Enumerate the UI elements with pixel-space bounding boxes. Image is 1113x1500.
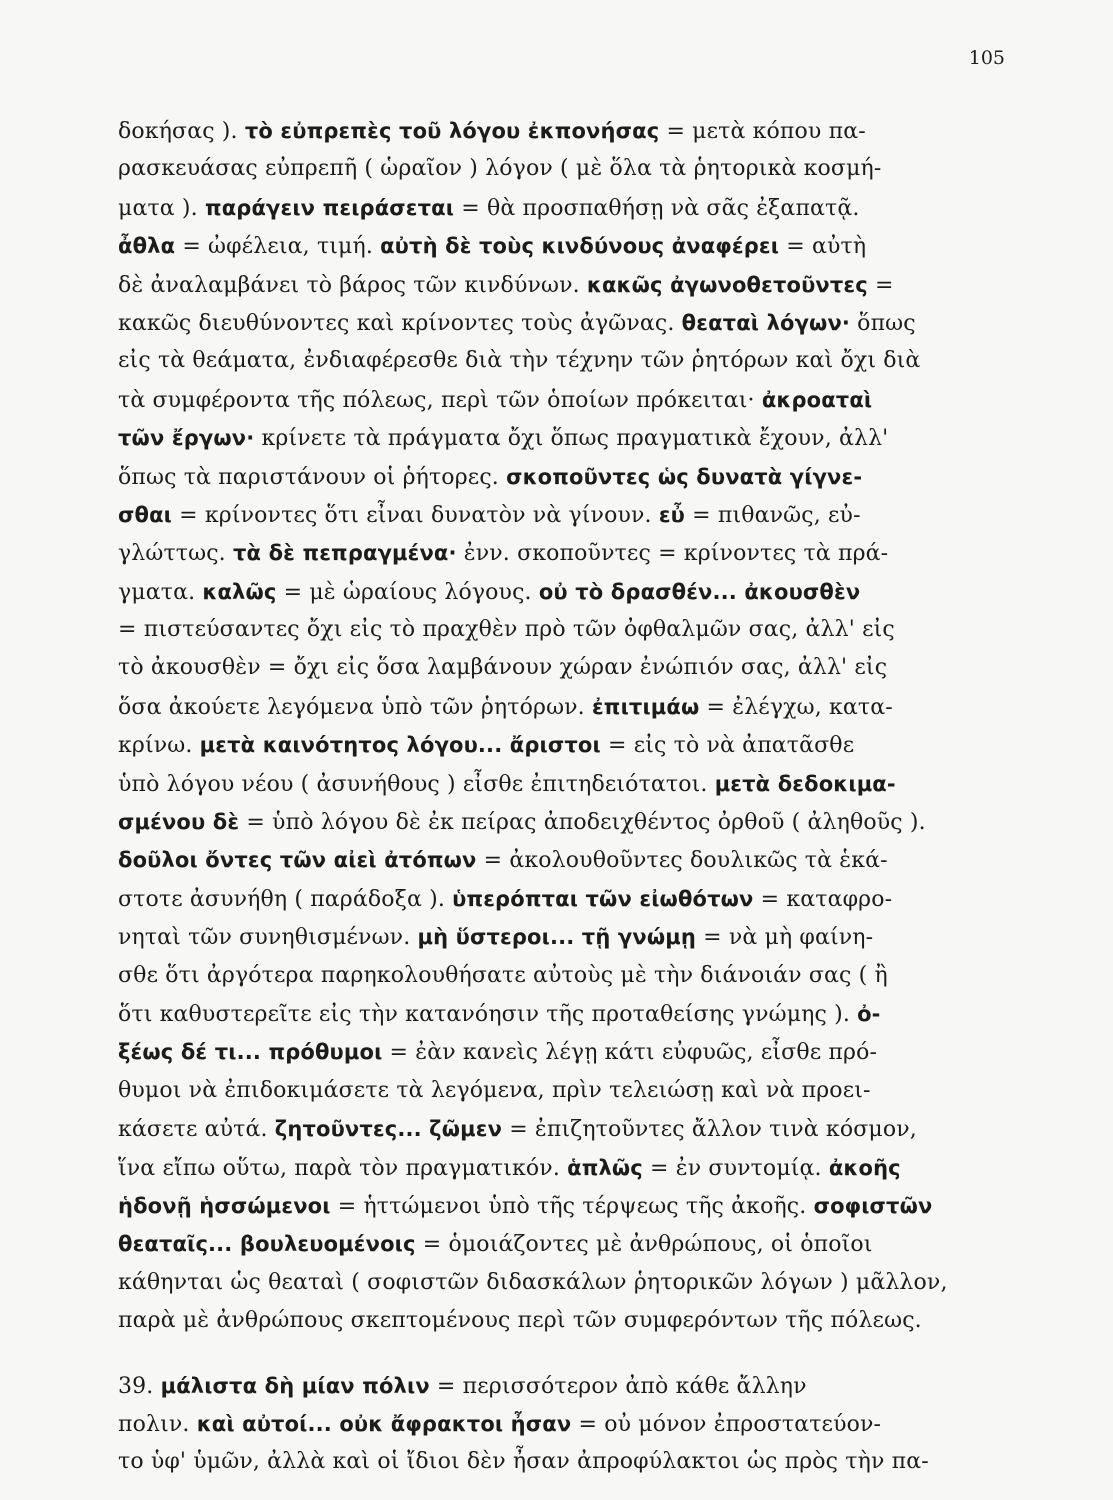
explanation-text: κακῶς διευθύνοντες καὶ κρίνοντες τοὺς ἀγῶνας.: [118, 310, 682, 336]
explanation-text: ματα ).: [118, 195, 205, 221]
explanation-text: = νὰ μὴ φαίνη-: [695, 925, 874, 951]
commentary-text: [118, 112, 1018, 1482]
explanation-text: = ἐπιζητοῦντες ἄλλον τινὰ κόσμον,: [502, 1117, 917, 1143]
explanation-text: = ὠφέλεια, τιμή.: [175, 234, 381, 260]
lemma-term: σκοποῦντες ὡς δυνατὰ γίγνε-: [506, 464, 863, 489]
text-line: [118, 458, 1018, 496]
text-line: [118, 803, 1018, 841]
lemma-term: καὶ αὐτοί... οὐκ ἄφρακτοι ἦσαν: [196, 1411, 572, 1436]
text-line: [118, 381, 1018, 419]
explanation-text: ρασκευάσας εὐπρεπῆ ( ὡραῖον ) λόγον ( μὲ ὅλα τὰ ῥητορικὰ κοσμή-: [118, 156, 882, 182]
lemma-term: ἐπιτιμάω: [591, 694, 700, 719]
explanation-text: στοτε ἀσυνήθη ( παράδοξα ).: [118, 886, 453, 912]
explanation-text: = περισσότερον ἀπὸ κάθε ἄλλην: [429, 1373, 807, 1399]
lemma-term: καλῶς: [202, 579, 277, 604]
explanation-text: = μὲ ὡραίους λόγους.: [276, 579, 539, 605]
explanation-text: δὲ ἀναλαμβάνει τὸ βάρος τῶν κινδύνων.: [118, 272, 587, 298]
explanation-text: ἐνν. σκοποῦντες = κρίνοντες τὰ πρά-: [456, 541, 889, 567]
explanation-text: το ὑφ' ὑμῶν, ἀλλὰ καὶ οἱ ἴδιοι δὲν ἦσαν ἀπροφύλακτοι ὡς πρὸς τὴν πα-: [118, 1449, 929, 1475]
text-line: [118, 957, 1018, 995]
text-line: [118, 1405, 1018, 1443]
text-line: [118, 841, 1018, 879]
explanation-text: = αὐτὴ: [779, 234, 867, 260]
explanation-text: = κρίνοντες ὅτι εἶναι δυνατὸν νὰ γίνουν.: [172, 502, 659, 528]
lemma-term: ὀ-: [857, 1001, 881, 1026]
lemma-term: τῶν ἔργων·: [118, 426, 255, 451]
explanation-text: = μετὰ κόπου πα-: [659, 119, 866, 144]
lemma-term: σθαι: [118, 502, 172, 527]
text-line: [118, 995, 1018, 1033]
explanation-text: = ἐὰν κανεὶς λέγῃ κάτι εὐφυῶς, εἶσθε πρό-: [382, 1040, 878, 1066]
lemma-term: ἀκροαταὶ: [761, 387, 873, 412]
text-line: [118, 1367, 1018, 1405]
explanation-text: πολιν.: [118, 1411, 197, 1437]
lemma-term: ὑπερόπται τῶν εἰωθότων: [452, 886, 754, 911]
explanation-text: παρὰ μὲ ἀνθρώπους σκεπτομένους περὶ τῶν συμφερόντων τῆς πόλεως.: [118, 1308, 922, 1334]
text-line: [118, 765, 1018, 803]
explanation-text: γματα.: [118, 579, 203, 605]
lemma-term: ζητοῦντες... ζῶμεν: [274, 1117, 503, 1142]
lemma-term: τὰ δὲ πεπραγμένα·: [232, 541, 457, 566]
text-line: [118, 1072, 1018, 1110]
explanation-text: = πιστεύσαντες ὄχι εἰς τὸ πραχθὲν πρὸ τῶν ὀφθαλμῶν σας, ἀλλ' εἰς: [118, 617, 895, 643]
lemma-term: οὐ τὸ δρασθέν... ἀκουσθὲν: [538, 579, 861, 604]
explanation-text: = οὐ μόνον ἐπροστατεύον-: [571, 1411, 882, 1437]
text-line: [118, 688, 1018, 726]
text-line: [118, 611, 1018, 649]
lemma-term: παράγειν πειράσεται: [204, 195, 455, 220]
explanation-text: θυμοι νὰ ἐπιδοκιμάσετε τὰ λεγόμενα, πρὶν τελειώσῃ καὶ νὰ προει-: [118, 1077, 871, 1103]
lemma-term: μετὰ καινότητος λόγου... ἄριστοι: [199, 733, 601, 758]
explanation-text: κάσετε αὐτά.: [118, 1117, 275, 1143]
explanation-text: ὅτι καθυστερεῖτε εἰς τὴν κατανόησιν τῆς προταθείσης γνώμης ).: [118, 1001, 858, 1027]
text-line: [118, 880, 1018, 918]
explanation-text: 39.: [118, 1373, 161, 1399]
lemma-term: ξέως δέ τι... πρόθυμοι: [118, 1040, 383, 1065]
text-line: [118, 496, 1018, 534]
explanation-text: = ἀκολουθοῦντες δουλικῶς τὰ ἑκά-: [476, 848, 888, 874]
explanation-text: = ὑπὸ λόγου δὲ ἐκ πείρας ἀποδειχθέντος ὀρθοῦ ( ἀληθοῦς ).: [239, 810, 926, 836]
lemma-term: ἀκοῆς: [828, 1155, 901, 1180]
explanation-text: εἰς τὰ θεάματα, ἐνδιαφέρεσθε διὰ τὴν τέχνην τῶν ῥητόρων καὶ ὄχι διὰ: [118, 348, 921, 374]
text-line: [118, 1443, 1018, 1481]
text-line: [118, 1264, 1018, 1302]
explanation-text: κάθηνται ὡς θεαταὶ ( σοφιστῶν διδασκάλων ῥητορικῶν λόγων ) μᾶλλον,: [118, 1269, 948, 1295]
lemma-term: θεαταὶ λόγων·: [681, 310, 851, 335]
explanation-text: = ὁμοιάζοντες μὲ ἀνθρώπους, οἱ ὁποῖοι: [415, 1232, 873, 1258]
lemma-term: κακῶς ἀγωνοθετοῦντες: [586, 272, 868, 297]
explanation-text: ἵνα εἴπω οὕτω, παρὰ τὸν πραγματικόν.: [118, 1155, 568, 1181]
text-line: [118, 918, 1018, 956]
lemma-term: ἆθλα: [118, 234, 176, 259]
lemma-term: μὴ ὕστεροι... τῇ γνώμῃ: [417, 925, 696, 950]
text-line: [118, 227, 1018, 265]
explanation-text: ὑπὸ λόγου νέου ( ἀσυνήθους ) εἶσθε ἐπιτηδειότατοι.: [118, 771, 715, 797]
explanation-text: σθε ὅτι ἀργότερα παρηκολουθήσατε αὐτοὺς μὲ τὴν διάνοιάν σας ( ἢ: [118, 962, 888, 988]
text-line: [118, 1110, 1018, 1148]
text-line: [118, 1225, 1018, 1263]
text-line: [118, 1033, 1018, 1071]
explanation-text: = πιθανῶς, εὐ-: [684, 502, 861, 528]
explanation-text: κρίνετε τὰ πράγματα ὄχι ὅπως πραγματικὰ ἔχουν, ἀλλ': [254, 426, 889, 452]
paragraph-38-notes: [118, 112, 1018, 1341]
explanation-text: δοκήσας ).: [118, 119, 245, 144]
text-line: [118, 726, 1018, 764]
text-line: [118, 534, 1018, 572]
text-line: [118, 1149, 1018, 1187]
lemma-term: ἁπλῶς: [567, 1155, 643, 1180]
lemma-term: σμένου δὲ: [118, 810, 240, 835]
explanation-text: τὰ συμφέροντα τῆς πόλεως, περὶ τῶν ὁποίων πρόκειται·: [118, 387, 762, 413]
lemma-term: σοφιστῶν: [813, 1193, 933, 1218]
lemma-term: ἡδονῇ ἡσσώμενοι: [118, 1193, 331, 1218]
explanation-text: τὸ ἀκουσθὲν = ὄχι εἰς ὅσα λαμβάνουν χώραν ἐνώπιόν σας, ἀλλ' εἰς: [118, 655, 888, 681]
text-line: [118, 1187, 1018, 1225]
text-line: [118, 150, 1018, 188]
explanation-text: = καταφρο-: [753, 886, 893, 912]
lemma-term: τὸ εὐπρεπὲς τοῦ λόγου ἐκπονήσας: [244, 119, 660, 143]
text-line: [118, 112, 1018, 150]
paragraph-39-notes: [118, 1367, 1018, 1482]
lemma-term: εὖ: [658, 502, 685, 527]
explanation-text: = ἐλέγχω, κατα-: [699, 694, 893, 720]
explanation-text: = θὰ προσπαθήσῃ νὰ σᾶς ἐξαπατᾷ.: [454, 195, 860, 221]
lemma-term: αὐτὴ δὲ τοὺς κινδύνους ἀναφέρει: [380, 234, 780, 259]
lemma-term: δοῦλοι ὄντες τῶν αἰεὶ ἀτόπων: [118, 848, 477, 873]
text-line: [118, 266, 1018, 304]
text-line: [118, 419, 1018, 457]
explanation-text: = εἰς τὸ νὰ ἀπατᾶσθε: [600, 733, 855, 759]
explanation-text: =: [867, 272, 894, 298]
page-number: 105: [968, 47, 1005, 69]
lemma-term: μετὰ δεδοκιμα-: [714, 771, 896, 796]
explanation-text: ὅπως: [850, 310, 916, 336]
explanation-text: κρίνω.: [118, 733, 200, 759]
text-line: [118, 1302, 1018, 1340]
explanation-text: νηταὶ τῶν συνηθισμένων.: [118, 925, 418, 951]
text-line: [118, 189, 1018, 227]
text-line: [118, 342, 1018, 380]
text-line: [118, 649, 1018, 687]
lemma-term: μάλιστα δὴ μίαν πόλιν: [160, 1373, 430, 1398]
text-line: [118, 573, 1018, 611]
text-line: [118, 304, 1018, 342]
explanation-text: γλώττως.: [118, 541, 233, 567]
lemma-term: θεαταῖς... βουλευομένοις: [118, 1232, 416, 1257]
explanation-text: = ἐν συντομίᾳ.: [642, 1155, 829, 1181]
explanation-text: = ἡττώμενοι ὑπὸ τῆς τέρψεως τῆς ἀκοῆς.: [330, 1193, 814, 1219]
explanation-text: ὅπως τὰ παριστάνουν οἱ ῥήτορες.: [118, 464, 507, 490]
explanation-text: ὅσα ἀκούετε λεγόμενα ὑπὸ τῶν ῥητόρων.: [118, 694, 592, 720]
